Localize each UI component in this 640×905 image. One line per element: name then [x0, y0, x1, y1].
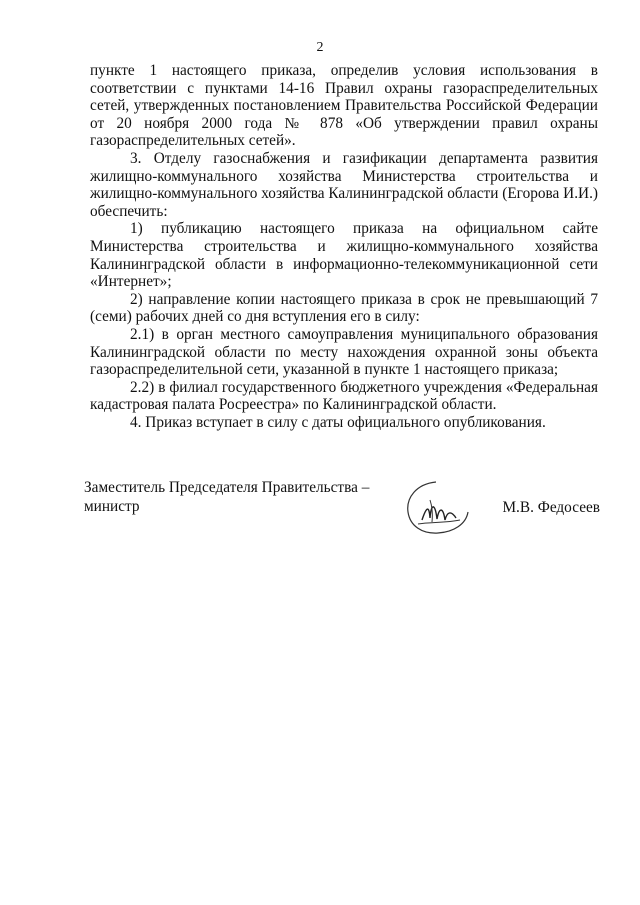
handwritten-signature	[396, 478, 476, 540]
paragraph-subitem-1: 1) публикацию настоящего приказа на официальном сайте Министерства строительства и жилищно-коммунального хозяйства Калининградской области в информационно-телекоммуникационной сети «Интернет»;	[90, 220, 598, 291]
signatory-title: Заместитель Председателя Правительства – министр	[84, 479, 370, 515]
paragraph-subitem-2-1: 2.1) в орган местного самоуправления муниципального образования Калининградской области по месту нахождения охранной зоны объекта газораспределительной сети, указанной в пункте 1 настоящего приказа;	[90, 325, 598, 379]
paragraph-item-4: 4. Приказ вступает в силу с даты официального опубликования.	[130, 413, 546, 431]
document-body	[90, 62, 598, 431]
signatory-name: М.В. Федосеев	[502, 499, 600, 516]
paragraph-continuation: пункте 1 настоящего приказа, определив условия использования в соответствии с пунктами 14-16 Правил охраны газораспределительных сетей, утвержденных постановлением Правительства Российской Федерации от 20 ноября 2000 года № 878 «Об утверждении правил охраны газораспределительных сетей».	[90, 62, 598, 150]
paragraph-item-3: 3. Отделу газоснабжения и газификации департамента развития жилищно-коммунального хозяйства Министерства строительства и жилищно-коммунального хозяйства Калининградской области (Егорова И.И.) обеспечить:	[90, 149, 598, 220]
signature-block	[84, 478, 600, 538]
paragraph-subitem-2: 2) направление копии настоящего приказа в срок не превышающий 7 (семи) рабочих дней со дня вступления его в силу:	[90, 290, 598, 326]
paragraph-subitem-2-2: 2.2) в филиал государственного бюджетного учреждения «Федеральная кадастровая палата Росреестра» по Калининградской области.	[90, 378, 598, 414]
page-number: 2	[316, 40, 324, 55]
